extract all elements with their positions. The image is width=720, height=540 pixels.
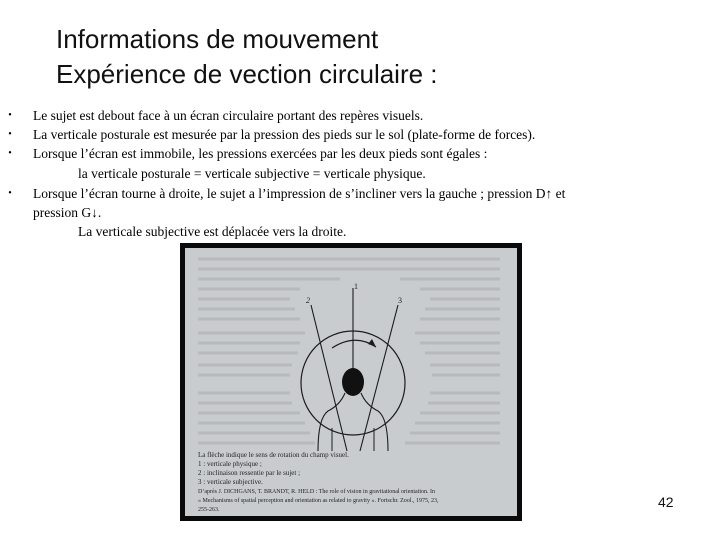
bullet-4: Lorsque l’écran tourne à droite, le sujet a l’impression de s’incliner vers la gauche ; pression D↑ et (33, 186, 566, 201)
label-2: 2 (306, 296, 310, 305)
label-3: 3 (398, 296, 402, 305)
title-line-2: Expérience de vection circulaire : (56, 59, 438, 89)
bullet-4-conclusion: La verticale subjective est déplacée vers la droite. (78, 224, 347, 239)
bullet-1: Le sujet est debout face à un écran circulaire portant des repères visuels. (33, 108, 424, 123)
bullet-3-continuation: la verticale posturale = verticale subjective = verticale physique. (78, 166, 426, 181)
bullet-2: La verticale posturale est mesurée par la pression des pieds sur le sol (plate-forme de forces). (33, 127, 536, 142)
caption-line: 2 : inclinaison ressentie par le sujet ; (198, 469, 301, 477)
bullet-4-continuation: pression G↓. (33, 205, 102, 220)
title-line-1: Informations de mouvement (56, 24, 379, 54)
bullet-marker: • (8, 129, 12, 140)
caption-line: 1 : verticale physique ; (198, 460, 262, 468)
bullet-marker: • (8, 188, 12, 199)
slide-title (56, 22, 438, 92)
caption-line: 3 : verticale subjective. (198, 478, 263, 486)
caption-line: La flèche indique le sens de rotation du champ visuel. (198, 451, 349, 459)
page-number: 42 (658, 494, 674, 510)
bullet-marker: • (8, 148, 12, 159)
caption-reference: D’après J. DICHGANS, T. BRANDT, R. HELD : The role of vision in gravitational orientation. In (198, 489, 436, 495)
vection-figure (180, 243, 522, 521)
caption-reference: 255-263. (198, 507, 220, 513)
bullet-marker: • (8, 110, 12, 121)
label-1: 1 (354, 282, 358, 291)
caption-reference: « Mechanisms of spatial perception and orientation as related to gravity ». Fortschr. Zool., 1975, 23, (198, 498, 439, 504)
bullet-3: Lorsque l’écran est immobile, les pressions exercées par les deux pieds sont égales : (33, 146, 488, 161)
subject-head (342, 368, 364, 396)
